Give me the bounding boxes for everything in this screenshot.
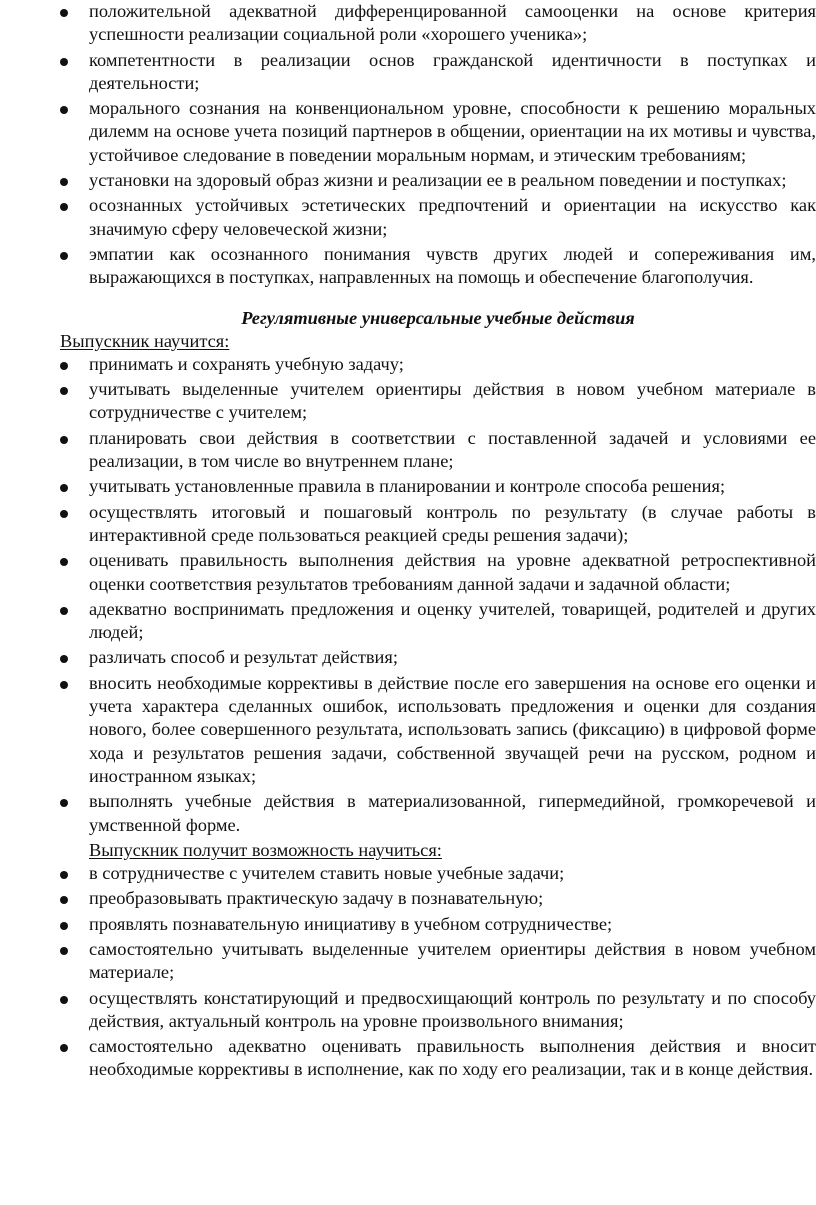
- bullet-icon: [60, 1044, 68, 1052]
- learns-list: [60, 353, 816, 837]
- list-item: [60, 646, 816, 669]
- list-item: [60, 194, 816, 241]
- list-item-text: преобразовывать практическую задачу в познавательную;: [89, 888, 544, 909]
- opportunity-label-text: Выпускник получит возможность научиться:: [89, 839, 442, 860]
- bullet-icon: [60, 58, 68, 66]
- opportunity-list: [60, 862, 816, 1082]
- list-item: [60, 243, 816, 290]
- bullet-icon: [60, 106, 68, 114]
- list-item: [60, 790, 816, 837]
- list-item: [60, 169, 816, 192]
- bullet-icon: [60, 203, 68, 211]
- bullet-icon: [60, 799, 68, 807]
- list-item-text: эмпатии как осознанного понимания чувств других людей и сопереживания им, выражающихся в поступках, направленных на помощь и обеспечение благополучия.: [89, 243, 816, 288]
- personal-results-list: [60, 0, 816, 290]
- list-item-text: принимать и сохранять учебную задачу;: [89, 353, 404, 374]
- list-item-text: установки на здоровый образ жизни и реализации ее в реальном поведении и поступках;: [89, 170, 787, 191]
- list-item-text: адекватно воспринимать предложения и оценку учителей, товарищей, родителей и других людей;: [89, 598, 816, 643]
- list-item: [60, 378, 816, 425]
- list-item: [60, 427, 816, 474]
- list-item: [60, 938, 816, 985]
- list-item: [60, 475, 816, 498]
- bullet-icon: [60, 510, 68, 518]
- list-item: [60, 0, 816, 47]
- list-item: [60, 672, 816, 788]
- list-item-text: осуществлять констатирующий и предвосхищающий контроль по результату и по способу действия, актуальный контроль на уровне произвольного внимания;: [89, 987, 816, 1031]
- list-item-text: самостоятельно учитывать выделенные учителем ориентиры действия в новом учебном материале;: [89, 938, 816, 983]
- document-page: [60, 0, 816, 1084]
- list-item: [60, 913, 816, 936]
- bullet-icon: [60, 484, 68, 492]
- bullet-icon: [60, 558, 68, 566]
- list-item-text: самостоятельно адекватно оценивать правильность выполнения действия и вносит необходимые коррективы в исполнение, как по ходу его реализации, так и в конце действия.: [89, 1036, 816, 1080]
- list-item-text: учитывать выделенные учителем ориентиры действия в новом учебном материале в сотрудничестве с учителем;: [89, 379, 816, 423]
- list-item-text: осуществлять итоговый и пошаговый контроль по результату (в случае работы в интерактивной среде пользоваться реакцией среды решения задачи);: [89, 501, 816, 545]
- list-item: [60, 598, 816, 645]
- bullet-icon: [60, 681, 68, 689]
- bullet-icon: [60, 607, 68, 615]
- learns-label: [60, 330, 816, 353]
- list-item: [60, 887, 816, 910]
- list-item: [60, 987, 816, 1034]
- bullet-icon: [60, 922, 68, 930]
- bullet-icon: [60, 655, 68, 663]
- bullet-icon: [60, 947, 68, 955]
- list-item: [60, 1035, 816, 1082]
- list-item-text: проявлять познавательную инициативу в учебном сотрудничестве;: [89, 913, 613, 934]
- list-item-text: оценивать правильность выполнения действия на уровне адекватной ретроспективной оценки соответствия результатов требованиям данной задачи и задачной области;: [89, 550, 816, 594]
- list-item-text: учитывать установленные правила в планировании и контроле способа решения;: [89, 476, 726, 497]
- list-item: [60, 501, 816, 548]
- bullet-icon: [60, 436, 68, 444]
- list-item-text: вносить необходимые коррективы в действие после его завершения на основе его оценки и учета характера сделанных ошибок, использовать предложения и оценки для создания нового, более совершенного результата, использовать запись (фиксацию) в цифровой форме хода и результатов решения задачи, собственной звучащей речи на русском, родном и иностранном языках;: [89, 672, 816, 786]
- list-item: [60, 549, 816, 596]
- bullet-icon: [60, 896, 68, 904]
- list-item: [60, 862, 816, 885]
- bullet-icon: [60, 9, 68, 17]
- section-heading: Регулятивные универсальные учебные действия: [241, 307, 635, 328]
- bullet-icon: [60, 252, 68, 260]
- list-item-text: осознанных устойчивых эстетических предпочтений и ориентации на искусство как значимую сферу человеческой жизни;: [89, 195, 816, 239]
- list-item-text: морального сознания на конвенциональном уровне, способности к решению моральных дилемм на основе учета позиций партнеров в общении, ориентации на их мотивы и чувства, устойчивое следование в поведении моральным нормам, и этическим требованиям;: [89, 98, 816, 165]
- list-item-text: выполнять учебные действия в материализованной, гипермедийной, громкоречевой и умственной форме.: [89, 791, 816, 835]
- list-item: [60, 97, 816, 167]
- bullet-icon: [60, 996, 68, 1004]
- list-item: [60, 49, 816, 96]
- opportunity-label: [60, 839, 816, 862]
- list-item: [60, 353, 816, 376]
- list-item-text: в сотрудничестве с учителем ставить новые учебные задачи;: [89, 863, 565, 884]
- bullet-icon: [60, 178, 68, 186]
- list-item-text: положительной адекватной дифференцированной самооценки на основе критерия успешности реализации социальной роли «хорошего ученика»;: [89, 1, 816, 45]
- bullet-icon: [60, 387, 68, 395]
- list-item-text: компетентности в реализации основ гражданской идентичности в поступках и деятельности;: [89, 49, 816, 93]
- list-item-text: различать способ и результат действия;: [89, 647, 398, 668]
- list-item-text: планировать свои действия в соответствии с поставленной задачей и условиями ее реализации, в том числе во внутреннем плане;: [89, 427, 816, 472]
- bullet-icon: [60, 871, 68, 879]
- learns-label-text: Выпускник научится:: [60, 330, 230, 351]
- bullet-icon: [60, 362, 68, 370]
